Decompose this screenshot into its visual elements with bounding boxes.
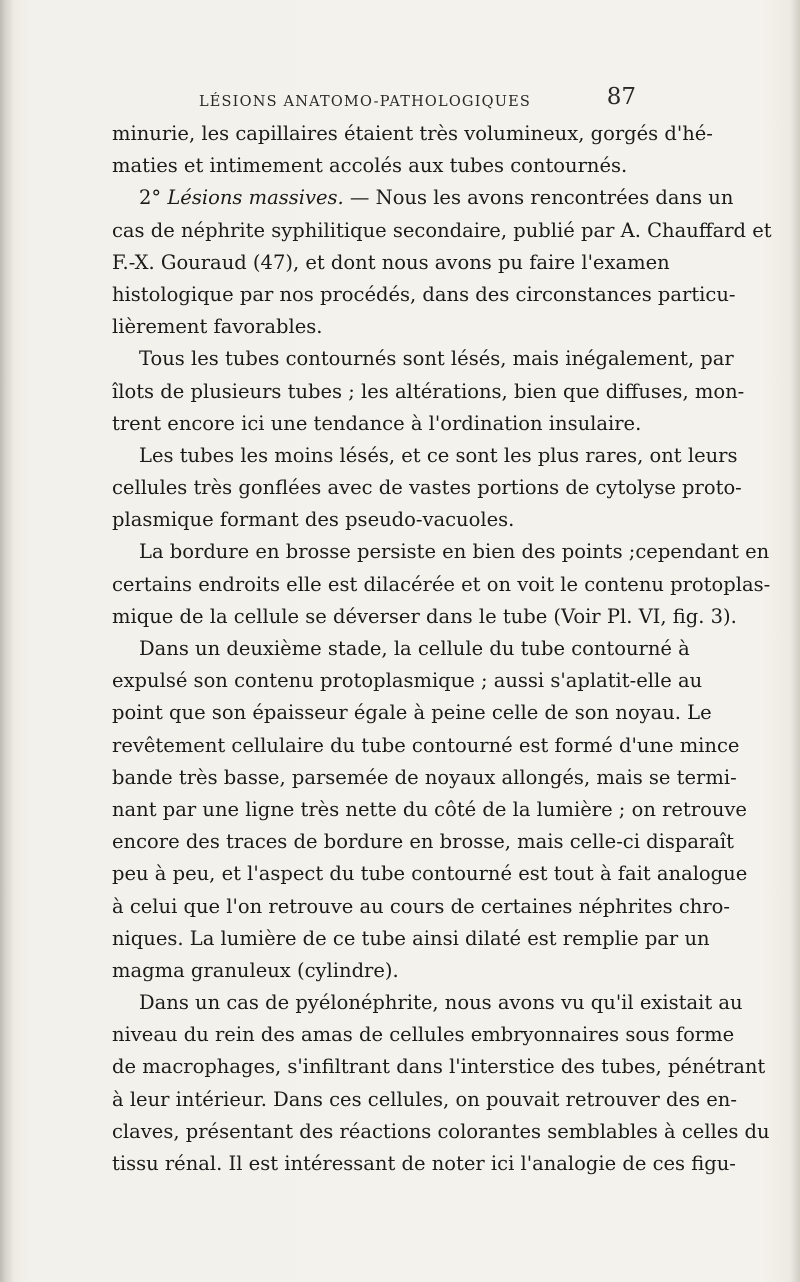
text-line: Dans un cas de pyélonéphrite, nous avons vu qu'il existait au [139,991,743,1015]
text-line: tissu rénal. Il est intéressant de noter ici l'analogie de ces figu- [112,1152,736,1175]
section-heading: Lésions massives. [167,186,344,210]
text-line: cellules très gonflées avec de vastes portions de cytolyse proto- [112,476,742,500]
text-line: Dans un deuxième stade, la cellule du tube contourné à [139,637,690,660]
text-line: à celui que l'on retrouve au cours de certaines néphrites chro- [112,894,731,918]
text-line: cas de néphrite syphilitique secondaire, publié par A. Chauffard et [112,218,772,242]
text-line: F.-X. Gouraud (47), et dont nous avons pu faire l'examen [112,250,670,274]
text-line: peu à peu, et l'aspect du tube contourné est tout à fait analogue [112,862,748,886]
text-line [112,182,734,214]
text-line: La bordure en brosse persiste en bien des points ;cependant en [139,540,770,564]
running-head: LÉSIONS ANATOMO-PATHOLOGIQUES [198,94,532,110]
page-edge-shadow [790,0,800,1282]
text-line: expulsé son contenu protoplasmique ; aussi s'aplatit-elle au [112,669,703,693]
text-line: Tous les tubes contournés sont lésés, mais inégalement, par [139,347,734,371]
text-line-rest: — Nous les avons rencontrées dans un [343,186,734,210]
text-line: mique de la cellule se déverser dans le tube (Voir Pl. VI, fig. 3). [112,604,737,628]
page-header [100,84,636,114]
page-number: 87 [606,84,636,110]
section-number: 2° [139,186,168,210]
text-line: claves, présentant des réactions colorantes semblables à celles du [112,1119,770,1143]
text-line: certains endroits elle est dilacérée et on voit le contenu protoplas- [112,572,771,596]
text-line: nant par une ligne très nette du côté de la lumière ; on retrouve [112,797,747,821]
body-text [112,118,772,1180]
text-line: à leur intérieur. Dans ces cellules, on pouvait retrouver des en- [112,1087,737,1111]
text-line: maties et intimement accolés aux tubes contournés. [112,154,628,178]
text-line: niveau du rein des amas de cellules embryonnaires sous forme [112,1023,735,1047]
text-line: magma granuleux (cylindre). [112,958,399,982]
text-line: de macrophages, s'infiltrant dans l'interstice des tubes, pénétrant [112,1055,766,1079]
text-line: lièrement favorables. [112,315,323,339]
text-line: îlots de plusieurs tubes ; les altérations, bien que diffuses, mon- [112,379,745,403]
text-line: point que son épaisseur égale à peine celle de son noyau. Le [112,701,712,725]
text-line: trent encore ici une tendance à l'ordination insulaire. [112,411,642,435]
text-line: minurie, les capillaires étaient très volumineux, gorgés d'hé- [112,122,713,145]
text-line: revêtement cellulaire du tube contourné est formé d'une mince [112,733,740,757]
text-line: plasmique formant des pseudo-vacuoles. [112,508,515,532]
page-gutter-shadow [0,0,14,1282]
text-line: encore des traces de bordure en brosse, mais celle-ci disparaît [112,830,734,854]
text-line: histologique par nos procédés, dans des circonstances particu- [112,282,736,306]
text-line: Les tubes les moins lésés, et ce sont les plus rares, ont leurs [139,443,738,467]
text-line: bande très basse, parsemée de noyaux allongés, mais se termi- [112,765,737,789]
text-line: niques. La lumière de ce tube ainsi dilaté est remplie par un [112,926,710,950]
